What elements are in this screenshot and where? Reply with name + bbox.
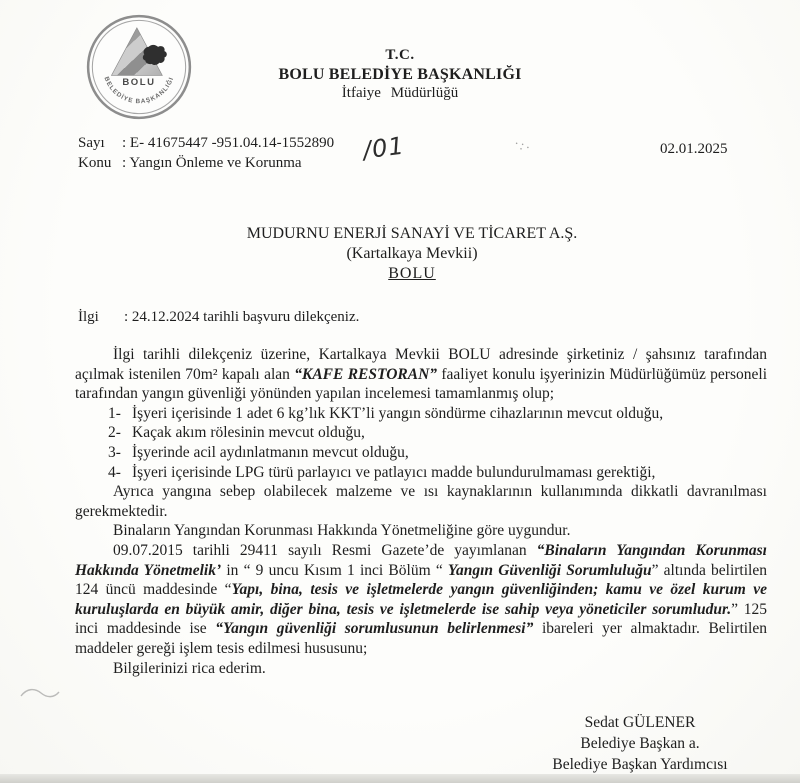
signer-name: Sedat GÜLENER [584, 714, 696, 731]
paragraph-inspection: İlgi tarihli dilekçeniz üzerine, Kartalkaya Mevkii BOLU adresinde şirketiniz / şahsınız tarafından açılmak istenilen 70m² kapalı alan “KAFE RESTORAN” faaliyet konulu işyerinizin Müdürlüğümüz personeli tarafından yangın güvenliği yönünden yapılan incelemesi tamamlanmış olup; [75, 346, 767, 403]
paragraph-caution: Ayrıca yangına sebep olabilecek malzeme ve ısı kaynaklarının kullanımında dikkatli davranılması gerekmektedir. [75, 483, 767, 520]
letterhead-org: BOLU BELEDİYE BAŞKANLIĞI [278, 66, 522, 83]
bolu-municipality-seal [86, 14, 192, 120]
konu-value: : Yangın Önleme ve Korunma [122, 155, 302, 171]
letterhead-dept: İtfaiye Müdürlüğü [341, 85, 459, 101]
pencil-mark [18, 684, 62, 702]
sayi-label: Sayı [78, 135, 105, 151]
recipient-location: (Kartalkaya Mevkii) [346, 245, 478, 262]
recipient-block [12, 224, 800, 284]
recipient-city: BOLU [388, 265, 436, 282]
findings-list [75, 404, 767, 482]
letter-body [75, 345, 767, 678]
sayi-row [78, 133, 334, 153]
letterhead-tc: T.C. [385, 47, 415, 63]
kafe-restoran-emphasis: “KAFE RESTORAN” [294, 365, 438, 383]
sayi-value: : E- 41675447 -951.04.14-1552890 [122, 135, 335, 151]
list-item: 1- İşyeri içerisinde 1 adet 6 kg’lık KKT’li yangın söndürme cihazlarının mevcut olduğu, [108, 404, 664, 422]
handwritten-annotation: /01 [361, 131, 407, 165]
paragraph-compliance: Binaların Yangından Korunması Hakkında Yönetmeliğine göre uygundur. [113, 522, 571, 540]
list-item: 3- İşyerinde acil aydınlatmanın mevcut olduğu, [108, 443, 409, 461]
seal-city-name: BOLU [122, 77, 156, 89]
closing-line: Bilgilerinizi rica ederim. [113, 659, 266, 677]
letterhead [240, 46, 560, 103]
ilgi-label: İlgi [78, 309, 99, 325]
list-item: 4- İşyeri içerisinde LPG türü parlayıcı ve patlayıcı madde bulundurulmaması gerektiği, [108, 463, 656, 481]
konu-label: Konu [78, 155, 112, 171]
list-item: 2- Kaçak akım rölesinin mevcut olduğu, [108, 424, 365, 442]
reference-line [78, 309, 359, 326]
seal-icon [86, 14, 192, 120]
paragraph-regulation: 09.07.2015 tarihli 29411 sayılı Resmi Gazete’de yayımlanan “Binaların Yangından Korunması Hakkında Yönetmelik’ in “ 9 uncu Kısım 1 inci Bölüm “ Yangın Güvenliği Sorumluluğu” altında belirtilen 124 üncü maddesinde “Yapı, bina, tesis ve işletmelerde yangın güvenliğinden; kamu ve özel kurum ve kuruluşlarda en büyük amir, diğer bina, tesis ve işletmelerde ise sahip veya yöneticiler sorumludur.” 125 inci maddesinde ise “Yangın güvenliği sorumlusunun belirlenmesi” ibareleri yer almaktadır. Belirtilen maddeler gereği işlem tesis edilmesi hususunu; [75, 541, 767, 657]
seal-arc-text: BELEDİYE BAŞKANLIĞI [102, 75, 176, 106]
document-meta [78, 133, 334, 173]
document-date: 02.01.2025 [660, 141, 728, 157]
ilgi-value: : 24.12.2024 tarihli başvuru dilekçeniz. [124, 309, 360, 325]
scan-speckle: ·:· [512, 135, 535, 156]
signer-title1: Belediye Başkan a. [580, 735, 700, 752]
recipient-name: MUDURNU ENERJİ SANAYİ VE TİCARET A.Ş. [246, 225, 578, 242]
signature-block [505, 712, 775, 775]
scan-edge-shadow [0, 774, 800, 783]
signer-title2: Belediye Başkan Yardımcısı [552, 756, 728, 773]
konu-row [78, 153, 334, 173]
